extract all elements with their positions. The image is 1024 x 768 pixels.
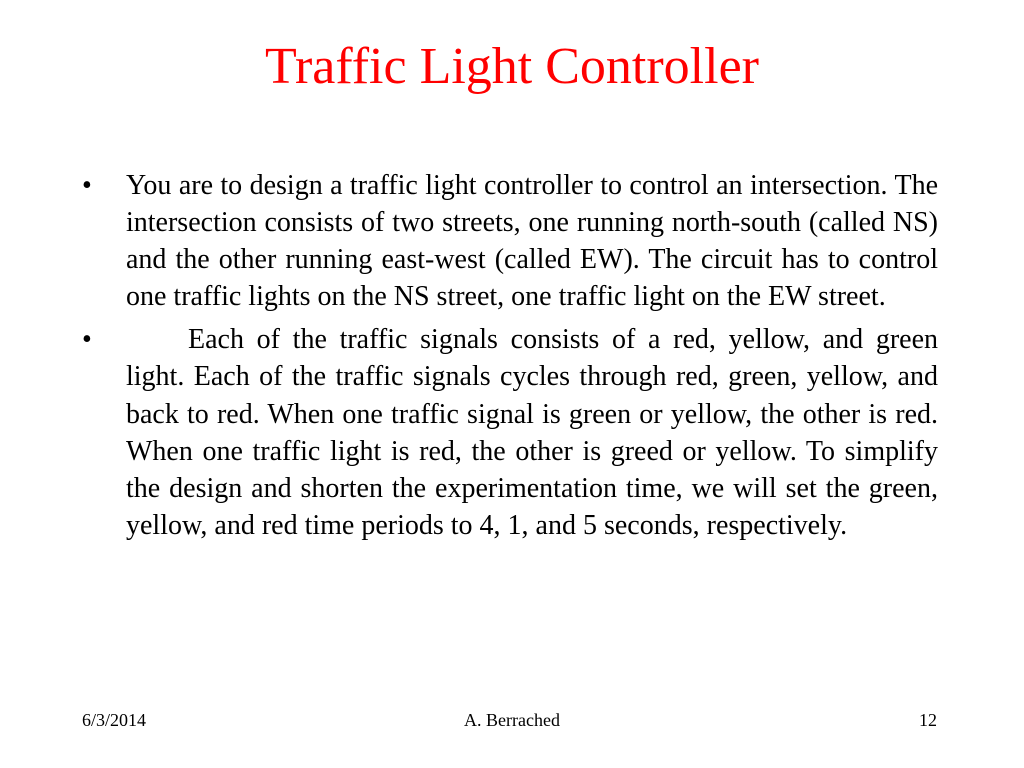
- bullet-item: [82, 167, 938, 315]
- footer-author: A. Berrached: [464, 710, 560, 730]
- slide-title: Traffic Light Controller: [265, 38, 759, 95]
- bullet-item: [82, 321, 938, 544]
- bullet-icon: •: [82, 324, 92, 356]
- bullet-text: Each of the traffic signals consists of a red, yellow, and green light. Each of the traffic signals cycles through red, green, yellow, and back to red. When one traffic signal is green or yellow, the other is red. When one traffic light is red, the other is greed or yellow. To simplify the design and shorten the experimentation time, we will set the green, yellow, and red time periods to 4, 1, and 5 seconds, respectively.: [126, 324, 938, 541]
- bullet-list: [82, 167, 938, 550]
- footer-date: 6/3/2014: [82, 710, 147, 730]
- footer-page-number: 12: [919, 710, 937, 730]
- bullet-icon: •: [82, 170, 92, 201]
- bullet-text: You are to design a traffic light controller to control an intersection. The intersection consists of two streets, one running north-south (called NS) and the other running east-west (called EW). The circuit has to control one traffic lights on the NS street, one traffic light on the EW street.: [126, 170, 938, 313]
